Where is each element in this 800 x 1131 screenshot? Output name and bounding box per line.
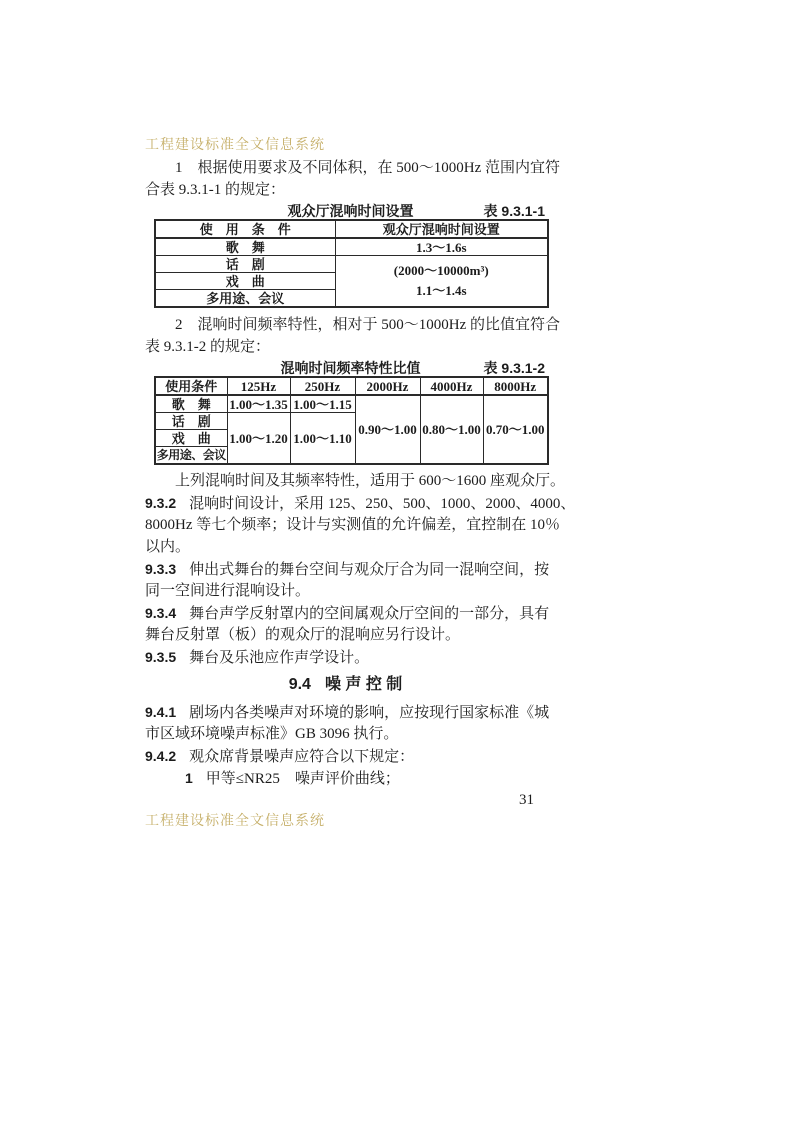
table1-cell-gewu: 歌 舞 bbox=[155, 238, 335, 256]
table2-header-250hz: 250Hz bbox=[290, 377, 355, 395]
clause-9-3-3 bbox=[145, 558, 550, 602]
paragraph-1-line-1: 1 根据使用要求及不同体积，在 500～1000Hz 范围内宜符 bbox=[175, 160, 560, 176]
clause-9-3-2-number: 9.3.2 bbox=[145, 495, 177, 511]
clause-9-4-2-line-1 bbox=[145, 745, 546, 767]
clause-9-3-2-line-2: 8000Hz 等七个频率；设计与实测值的允许偏差，宜控制在 10％ bbox=[145, 517, 560, 533]
table1-row-gewu bbox=[155, 238, 548, 256]
table2-header-8000hz: 8000Hz bbox=[483, 377, 548, 395]
table2-cell-gewu-125: 1.00～1.35 bbox=[227, 395, 290, 413]
clause-9-4-1-line-2: 市区域环境噪声标准》GB 3096 执行。 bbox=[145, 726, 399, 742]
table2-merged-8000: 0.70～1.00 bbox=[483, 395, 548, 464]
page-number: 31 bbox=[519, 792, 534, 808]
clause-9-3-4-number: 9.3.4 bbox=[145, 605, 177, 621]
table2-cell-multi: 多用途、会议 bbox=[155, 447, 227, 465]
table2-caption: 混响时间频率特性比值 bbox=[280, 360, 421, 376]
clause-9-3-5-line-1 bbox=[145, 646, 546, 668]
clause-9-3-5 bbox=[145, 646, 546, 668]
paragraph-2 bbox=[145, 314, 560, 358]
table2-cell-xiqu: 戏 曲 bbox=[155, 430, 227, 447]
clause-9-4-2-text: 观众席背景噪声应符合以下规定： bbox=[189, 749, 415, 765]
clause-9-4-1-line-1 bbox=[145, 701, 550, 723]
clause-9-3-2-line-1 bbox=[145, 492, 576, 514]
paragraph-1 bbox=[145, 157, 560, 201]
clause-9-3-5-text: 舞台及乐池应作声学设计。 bbox=[189, 650, 370, 666]
paragraph-2-line-1: 2 混响时间频率特性，相对于 500～1000Hz 的比值宜符合 bbox=[175, 317, 560, 333]
table2-row-gewu bbox=[155, 395, 548, 413]
page-content bbox=[145, 138, 576, 830]
frequency-ratio-table bbox=[154, 376, 549, 465]
clause-9-4-2-number: 9.4.2 bbox=[145, 748, 177, 764]
clause-9-3-2-line-3: 以内。 bbox=[145, 539, 191, 555]
table2-merged-2000: 0.90～1.00 bbox=[355, 395, 420, 464]
clause-9-3-3-line-1 bbox=[145, 558, 550, 580]
table1-cell-multi: 多用途、会议 bbox=[155, 290, 335, 308]
clause-9-3-4-line-2: 舞台反射罩（板）的观众厅的混响应另行设计。 bbox=[145, 627, 461, 643]
subitem-1 bbox=[145, 767, 546, 789]
table1-label: 表 9.3.1-1 bbox=[483, 203, 545, 219]
table2-header-row bbox=[155, 377, 548, 395]
section-9-4-title: 噪 声 控 制 bbox=[324, 676, 403, 693]
section-9-4-heading bbox=[145, 674, 546, 696]
clause-9-3-3-number: 9.3.3 bbox=[145, 561, 177, 577]
clause-9-3-4 bbox=[145, 602, 550, 646]
clause-9-3-3-text: 伸出式舞台的舞台空间与观众厅合为同一混响空间，按 bbox=[189, 562, 550, 578]
table1-cell-xiqu: 戏 曲 bbox=[155, 273, 335, 290]
table2-merged-250: 1.00～1.10 bbox=[290, 413, 355, 465]
table2-cell-huaju: 话 剧 bbox=[155, 413, 227, 430]
clause-9-3-2-text: 混响时间设计，采用 125、250、500、1000、2000、4000、 bbox=[189, 496, 576, 512]
table1-row-huaju bbox=[155, 256, 548, 273]
table1-caption: 观众厅混响时间设置 bbox=[287, 203, 414, 219]
table1-merged-volume: (2000～10000m³) bbox=[393, 263, 489, 278]
clause-9-3-4-text: 舞台声学反射罩内的空间属观众厅空间的一部分，具有 bbox=[189, 606, 550, 622]
clause-9-4-1 bbox=[145, 701, 550, 745]
clause-9-3-4-line-1 bbox=[145, 602, 550, 624]
table2-merged-125: 1.00～1.20 bbox=[227, 413, 290, 465]
table1-header-condition: 使 用 条 件 bbox=[155, 220, 335, 238]
table1-merged-value-cell bbox=[335, 256, 548, 308]
subitem-1-text: 甲等≤NR25 噪声评价曲线； bbox=[205, 771, 400, 787]
clause-9-3-3-line-2: 同一空间进行混响设计。 bbox=[145, 583, 311, 599]
clause-9-4-1-text: 剧场内各类噪声对环境的影响，应按现行国家标准《城 bbox=[189, 705, 550, 721]
reverberation-time-table bbox=[154, 219, 549, 308]
table1-cell-huaju: 话 剧 bbox=[155, 256, 335, 273]
table1-cell-gewu-value: 1.3～1.6s bbox=[335, 238, 548, 256]
table2-header-125hz: 125Hz bbox=[227, 377, 290, 395]
clause-9-4-2 bbox=[145, 745, 546, 767]
table1-header-row bbox=[155, 220, 548, 238]
table2-header-2000hz: 2000Hz bbox=[355, 377, 420, 395]
table2-cell-gewu-250: 1.00～1.15 bbox=[290, 395, 355, 413]
footer-watermark: 工程建设标准全文信息系统 bbox=[145, 814, 325, 829]
clause-9-3-2 bbox=[145, 492, 576, 558]
header-watermark: 工程建设标准全文信息系统 bbox=[145, 138, 325, 153]
subitem-1-line bbox=[145, 767, 546, 789]
clause-9-3-5-number: 9.3.5 bbox=[145, 649, 177, 665]
table2-caption-row bbox=[154, 360, 547, 376]
paragraph-3 bbox=[145, 470, 566, 492]
section-9-4-number: 9.4 bbox=[288, 676, 311, 693]
subitem-1-number: 1 bbox=[185, 770, 193, 786]
table2-merged-4000: 0.80～1.00 bbox=[420, 395, 483, 464]
table2-cell-gewu: 歌 舞 bbox=[155, 395, 227, 413]
paragraph-2-line-2: 表 9.3.1-2 的规定： bbox=[145, 339, 270, 355]
table2-header-4000hz: 4000Hz bbox=[420, 377, 483, 395]
table1-caption-row bbox=[154, 203, 547, 219]
clause-9-4-1-number: 9.4.1 bbox=[145, 704, 177, 720]
table1-merged-time: 1.1～1.4s bbox=[415, 283, 467, 298]
table2-label: 表 9.3.1-2 bbox=[483, 360, 545, 376]
paragraph-3-line-1: 上列混响时间及其频率特性，适用于 600～1600 座观众厅。 bbox=[175, 473, 566, 489]
table1-header-value: 观众厅混响时间设置 bbox=[335, 220, 548, 238]
table2-header-condition: 使用条件 bbox=[155, 377, 227, 395]
paragraph-1-line-2: 合表 9.3.1-1 的规定： bbox=[145, 182, 285, 198]
